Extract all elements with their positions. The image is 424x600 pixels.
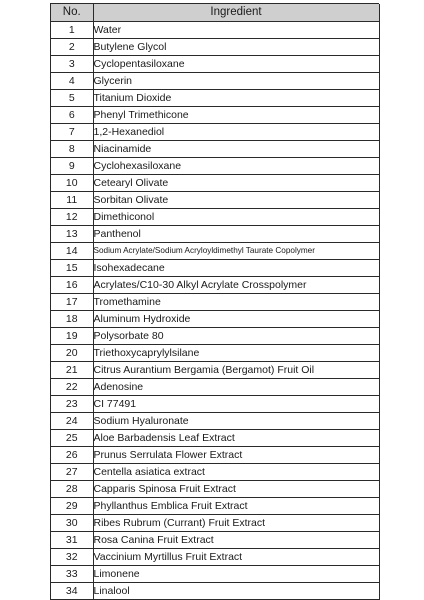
table-row <box>51 294 379 311</box>
ingredient-name: Aluminum Hydroxide <box>93 311 379 328</box>
table-row <box>51 209 379 226</box>
table-row <box>51 175 379 192</box>
table-row <box>51 583 379 600</box>
row-number: 16 <box>51 277 93 294</box>
ingredient-name: Citrus Aurantium Bergamia (Bergamot) Fruit Oil <box>93 362 379 379</box>
table-row <box>51 90 379 107</box>
row-number: 29 <box>51 498 93 515</box>
header-no: No. <box>51 4 93 22</box>
header-ingredient: Ingredient <box>93 4 379 22</box>
ingredient-name: Phyllanthus Emblica Fruit Extract <box>93 498 379 515</box>
row-number: 32 <box>51 549 93 566</box>
row-number: 2 <box>51 39 93 56</box>
row-number: 11 <box>51 192 93 209</box>
table-row <box>51 413 379 430</box>
ingredient-name: Panthenol <box>93 226 379 243</box>
row-number: 22 <box>51 379 93 396</box>
table-row <box>51 243 379 260</box>
table-row <box>51 430 379 447</box>
row-number: 21 <box>51 362 93 379</box>
row-number: 26 <box>51 447 93 464</box>
row-number: 7 <box>51 124 93 141</box>
table-row <box>51 107 379 124</box>
ingredient-name: Adenosine <box>93 379 379 396</box>
ingredient-name: CI 77491 <box>93 396 379 413</box>
row-number: 14 <box>51 243 93 260</box>
row-number: 13 <box>51 226 93 243</box>
row-number: 20 <box>51 345 93 362</box>
table-row <box>51 362 379 379</box>
ingredient-name: 1,2-Hexanediol <box>93 124 379 141</box>
table-row <box>51 56 379 73</box>
table-row <box>51 345 379 362</box>
table-row <box>51 39 379 56</box>
row-number: 15 <box>51 260 93 277</box>
row-number: 19 <box>51 328 93 345</box>
table-row <box>51 396 379 413</box>
table-header <box>51 4 379 22</box>
row-number: 5 <box>51 90 93 107</box>
row-number: 17 <box>51 294 93 311</box>
table-row <box>51 192 379 209</box>
table-row <box>51 158 379 175</box>
ingredient-name: Centella asiatica extract <box>93 464 379 481</box>
table-row <box>51 515 379 532</box>
table-row <box>51 311 379 328</box>
row-number: 12 <box>51 209 93 226</box>
ingredient-name: Acrylates/C10-30 Alkyl Acrylate Crosspolymer <box>93 277 379 294</box>
ingredient-name: Isohexadecane <box>93 260 379 277</box>
ingredient-name: Ribes Rubrum (Currant) Fruit Extract <box>93 515 379 532</box>
ingredient-name: Capparis Spinosa Fruit Extract <box>93 481 379 498</box>
ingredient-name: Rosa Canina Fruit Extract <box>93 532 379 549</box>
ingredient-name: Cyclopentasiloxane <box>93 56 379 73</box>
ingredient-name: Butylene Glycol <box>93 39 379 56</box>
ingredient-table <box>51 4 380 600</box>
ingredient-table-container <box>50 3 379 600</box>
table-row <box>51 124 379 141</box>
row-number: 25 <box>51 430 93 447</box>
ingredient-name: Sodium Hyaluronate <box>93 413 379 430</box>
table-row <box>51 22 379 39</box>
ingredient-name: Water <box>93 22 379 39</box>
table-row <box>51 447 379 464</box>
table-row <box>51 498 379 515</box>
ingredient-name: Dimethiconol <box>93 209 379 226</box>
ingredient-name: Phenyl Trimethicone <box>93 107 379 124</box>
row-number: 23 <box>51 396 93 413</box>
row-number: 30 <box>51 515 93 532</box>
table-row <box>51 566 379 583</box>
row-number: 1 <box>51 22 93 39</box>
table-row <box>51 260 379 277</box>
ingredient-name: Niacinamide <box>93 141 379 158</box>
table-row <box>51 481 379 498</box>
table-row <box>51 73 379 90</box>
row-number: 6 <box>51 107 93 124</box>
ingredient-name: Triethoxycaprylylsilane <box>93 345 379 362</box>
ingredient-name: Linalool <box>93 583 379 600</box>
row-number: 9 <box>51 158 93 175</box>
header-row <box>51 4 379 22</box>
ingredient-name: Cetearyl Olivate <box>93 175 379 192</box>
ingredient-name: Titanium Dioxide <box>93 90 379 107</box>
row-number: 4 <box>51 73 93 90</box>
table-body <box>51 22 379 600</box>
table-row <box>51 141 379 158</box>
table-row <box>51 549 379 566</box>
row-number: 27 <box>51 464 93 481</box>
table-row <box>51 277 379 294</box>
ingredient-name: Prunus Serrulata Flower Extract <box>93 447 379 464</box>
row-number: 8 <box>51 141 93 158</box>
table-row <box>51 226 379 243</box>
table-row <box>51 532 379 549</box>
table-row <box>51 328 379 345</box>
ingredient-name: Sodium Acrylate/Sodium Acryloyldimethyl Taurate Copolymer <box>93 243 379 260</box>
ingredient-name: Tromethamine <box>93 294 379 311</box>
ingredient-name: Glycerin <box>93 73 379 90</box>
ingredient-name: Limonene <box>93 566 379 583</box>
ingredient-name: Aloe Barbadensis Leaf Extract <box>93 430 379 447</box>
table-row <box>51 379 379 396</box>
ingredient-name: Polysorbate 80 <box>93 328 379 345</box>
ingredient-name: Cyclohexasiloxane <box>93 158 379 175</box>
row-number: 33 <box>51 566 93 583</box>
row-number: 31 <box>51 532 93 549</box>
ingredient-name: Vaccinium Myrtillus Fruit Extract <box>93 549 379 566</box>
table-row <box>51 464 379 481</box>
row-number: 24 <box>51 413 93 430</box>
row-number: 34 <box>51 583 93 600</box>
row-number: 18 <box>51 311 93 328</box>
row-number: 3 <box>51 56 93 73</box>
row-number: 10 <box>51 175 93 192</box>
row-number: 28 <box>51 481 93 498</box>
ingredient-name: Sorbitan Olivate <box>93 192 379 209</box>
